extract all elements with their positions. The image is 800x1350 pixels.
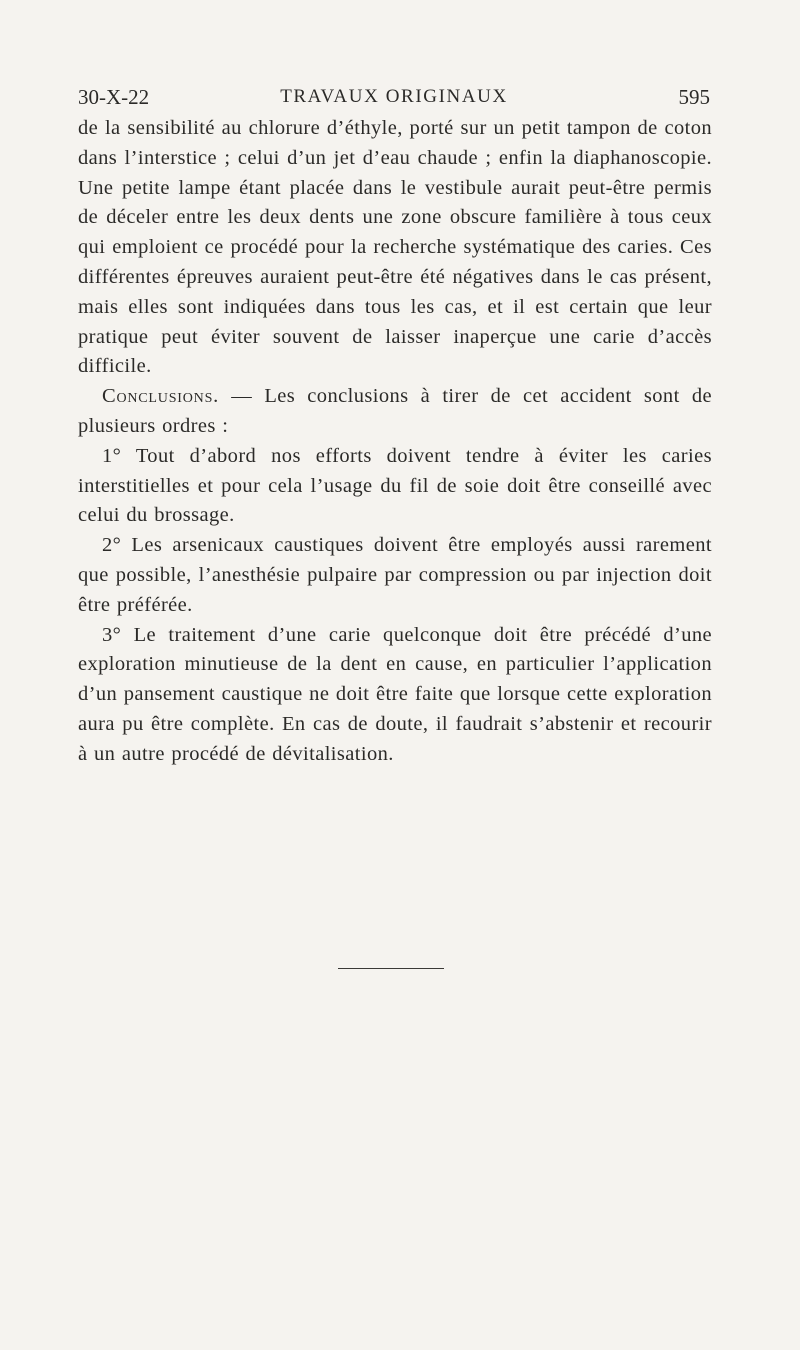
conclusions-intro: — Les conclusions à tirer de cet accident sont de plusieurs ordres : — [78, 385, 712, 437]
conclusion-item-3: 3° Le traitement d’une carie quelconque doit être précédé d’une exploration minutieuse de la dent en cause, en particulier l’application d’un pansement caustique ne doit être faite que lorsque cette exploration aura pu être complète. En cas de doute, il faudrait s’abstenir et recourir à un autre procédé de dévitalisation. — [78, 623, 712, 765]
paragraph-conclusions — [78, 382, 712, 442]
running-head — [78, 82, 710, 112]
conclusions-heading: Conclusions. — [102, 385, 220, 408]
end-divider-rule — [338, 968, 444, 969]
conclusion-item-2: 2° Les arsenicaux caustiques doivent être employés aussi rarement que possible, l’anesthésie pulpaire par compression ou par injection doit être préférée. — [78, 534, 712, 616]
conclusion-item-1: 1° Tout d’abord nos efforts doivent tendre à éviter les caries interstitielles et pour cela l’usage du fil de soie doit être conseillé avec celui du brossage. — [78, 444, 712, 527]
running-head-title: TRAVAUX ORIGINAUX — [280, 86, 508, 107]
paragraph-diaphanoscopie: de la sensibilité au chlorure d’éthyle, porté sur un petit tampon de coton dans l’interstice ; celui d’un jet d’eau chaude ; enfin la diaphanoscopie. Une petite lampe étant placée dans le vestibule aurait peut-être permis de déceler entre les deux dents une zone obscure familière à tous ceux qui emploient ce procédé pour la recherche systématique des caries. Ces différentes épreuves auraient peut-être été négatives dans le cas présent, mais elles sont indiquées dans tous les cas, et il est certain que leur pratique peut éviter souvent de laisser inaperçue une carie d’accès difficile. — [78, 117, 712, 378]
page-number: 595 — [678, 85, 710, 109]
running-head-date: 30-X-22 — [78, 85, 150, 109]
body-text — [78, 114, 712, 770]
